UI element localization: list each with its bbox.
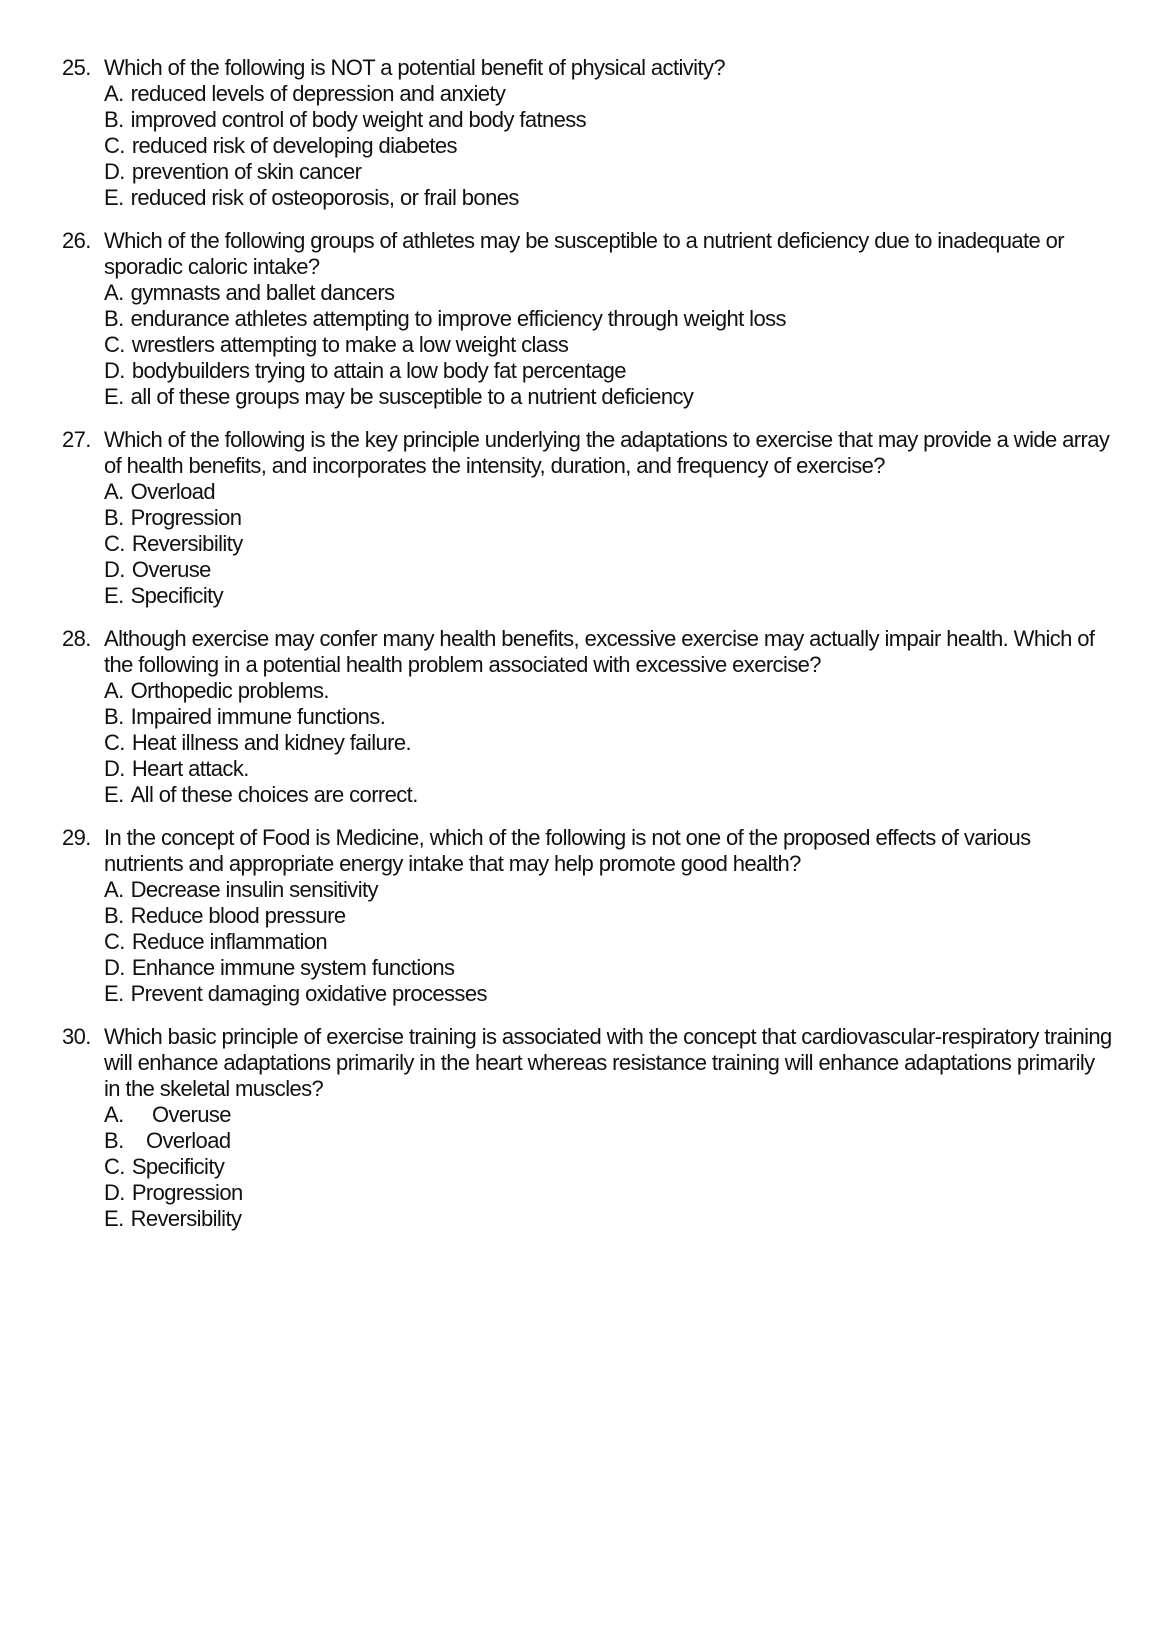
option-text: Reduce inflammation [131,929,328,954]
option-text: Reversibility [130,1206,242,1231]
option-letter: B. [104,704,124,729]
quiz-page [62,55,1112,1249]
answer-option-e [104,981,1112,1007]
question-stem [62,228,1112,280]
option-letter: C. [104,133,125,158]
option-text: Prevent damaging oxidative processes [130,981,487,1006]
option-letter: B. [104,1128,124,1153]
option-letter: B. [104,505,124,530]
answer-option-c [104,133,1112,159]
option-letter: E. [104,185,124,210]
answer-option-d [104,756,1112,782]
answer-option-a [104,1102,1112,1128]
question-25 [62,55,1112,211]
option-text: Specificity [130,583,224,608]
option-text: improved control of body weight and body fatness [130,107,587,132]
answer-option-a [104,678,1112,704]
option-text: all of these groups may be susceptible to a nutrient deficiency [130,384,694,409]
option-letter: E. [104,782,124,807]
option-letter: A. [104,280,124,305]
option-text: endurance athletes attempting to improve efficiency through weight loss [130,306,786,331]
option-text: reduced risk of developing diabetes [131,133,457,158]
option-text: Impaired immune functions. [130,704,386,729]
answer-option-c [104,1154,1112,1180]
question-26 [62,228,1112,410]
answer-option-e [104,185,1112,211]
option-text: Enhance immune system functions [131,955,455,980]
answer-options [62,479,1112,609]
question-number: 26. [62,228,91,253]
question-text: Which of the following is the key principle underlying the adaptations to exercise that may provide a wide array of health benefits, and incorporates the intensity, duration, and frequency of exercise? [104,427,1110,478]
option-text: reduced levels of depression and anxiety [130,81,506,106]
question-stem [62,427,1112,479]
option-text: Overuse [131,557,211,582]
option-letter: A. [104,678,124,703]
question-text: Which basic principle of exercise training is associated with the concept that cardiovascular-respiratory training will enhance adaptations primarily in the heart whereas resistance training will enhance adaptations primarily in the skeletal muscles? [104,1024,1112,1101]
option-text: prevention of skin cancer [131,159,362,184]
option-text: Reduce blood pressure [130,903,346,928]
option-letter: D. [104,756,125,781]
option-letter: E. [104,981,124,1006]
question-stem [62,825,1112,877]
answer-option-a [104,81,1112,107]
answer-options [62,1102,1112,1232]
option-letter: D. [104,159,125,184]
option-letter: B. [104,306,124,331]
option-letter: E. [104,384,124,409]
answer-option-b [104,704,1112,730]
option-letter: E. [104,1206,124,1231]
option-letter: C. [104,531,125,556]
answer-options [62,678,1112,808]
answer-option-d [104,955,1112,981]
answer-option-e [104,384,1112,410]
option-letter: C. [104,929,125,954]
option-text: Heart attack. [131,756,249,781]
question-stem [62,1024,1112,1102]
option-letter: C. [104,730,125,755]
question-number: 28. [62,626,91,651]
question-text: Which of the following is NOT a potential benefit of physical activity? [104,55,725,80]
answer-option-c [104,929,1112,955]
option-text: Reversibility [131,531,243,556]
option-text: wrestlers attempting to make a low weight class [131,332,569,357]
option-text: Heat illness and kidney failure. [131,730,411,755]
option-letter: C. [104,332,125,357]
question-30 [62,1024,1112,1232]
answer-option-d [104,1180,1112,1206]
option-text: Progression [131,1180,243,1205]
option-letter: A. [104,479,124,504]
question-stem [62,55,1112,81]
answer-option-e [104,583,1112,609]
option-text: Progression [130,505,242,530]
question-number: 29. [62,825,91,850]
option-letter: D. [104,358,125,383]
answer-option-a [104,280,1112,306]
question-29 [62,825,1112,1007]
question-text: Although exercise may confer many health benefits, excessive exercise may actually impair health. Which of the following in a potential health problem associated with excessive exercise? [104,626,1095,677]
answer-option-a [104,877,1112,903]
option-letter: A. [104,877,124,902]
question-28 [62,626,1112,808]
question-text: In the concept of Food is Medicine, which of the following is not one of the proposed effects of various nutrients and appropriate energy intake that may help promote good health? [104,825,1031,876]
answer-options [62,81,1112,211]
option-letter: E. [104,583,124,608]
option-text: bodybuilders trying to attain a low body fat percentage [131,358,626,383]
answer-option-b [104,306,1112,332]
question-text: Which of the following groups of athletes may be susceptible to a nutrient deficiency due to inadequate or sporadic caloric intake? [104,228,1065,279]
option-letter: B. [104,107,124,132]
answer-option-c [104,531,1112,557]
option-text: Overuse [152,1102,231,1127]
option-letter: B. [104,903,124,928]
answer-option-e [104,782,1112,808]
answer-option-d [104,159,1112,185]
option-letter: A. [104,81,124,106]
answer-option-b [104,903,1112,929]
answer-option-d [104,557,1112,583]
option-text: reduced risk of osteoporosis, or frail bones [130,185,519,210]
answer-option-e [104,1206,1112,1232]
answer-option-b [104,505,1112,531]
answer-option-c [104,730,1112,756]
answer-option-b [104,1128,1112,1154]
question-stem [62,626,1112,678]
answer-option-a [104,479,1112,505]
option-text: All of these choices are correct. [130,782,418,807]
answer-options [62,280,1112,410]
option-text: Decrease insulin sensitivity [130,877,378,902]
option-letter: A. [104,1102,124,1127]
option-text: gymnasts and ballet dancers [130,280,395,305]
answer-option-d [104,358,1112,384]
question-number: 30. [62,1024,91,1049]
option-letter: D. [104,1180,125,1205]
option-text: Overload [146,1128,231,1153]
option-text: Orthopedic problems. [130,678,329,703]
option-letter: C. [104,1154,125,1179]
question-27 [62,427,1112,609]
option-letter: D. [104,557,125,582]
answer-option-c [104,332,1112,358]
answer-option-b [104,107,1112,133]
option-letter: D. [104,955,125,980]
answer-options [62,877,1112,1007]
question-number: 25. [62,55,91,80]
option-text: Overload [130,479,216,504]
question-number: 27. [62,427,91,452]
option-text: Specificity [131,1154,225,1179]
